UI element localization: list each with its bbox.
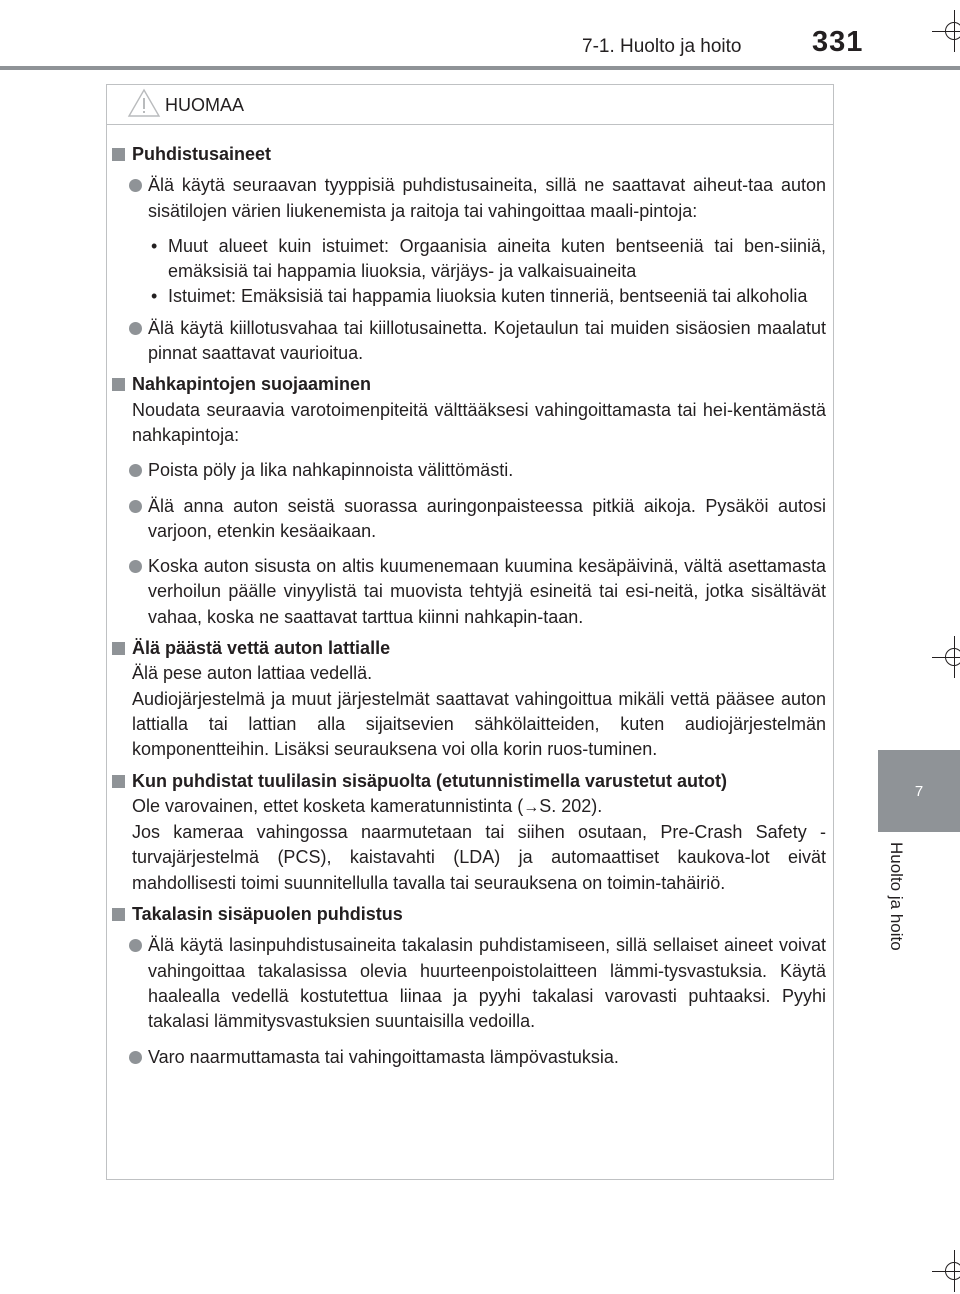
chapter-side-title (878, 842, 918, 972)
dot-bullet-icon: • (151, 286, 158, 307)
square-bullet-icon (112, 642, 125, 655)
section-paragraph: Älä pese auton lattiaa vedellä. (132, 663, 373, 684)
header-rule (0, 66, 960, 70)
section-paragraph: Noudata seuraavia varotoimenpiteitä välttääksesi vahingoittamasta tai hei-kentämästä nahkapintoja: (132, 399, 826, 445)
square-bullet-icon (112, 908, 125, 921)
round-bullet-icon (129, 939, 142, 952)
round-bullet-icon (129, 179, 142, 192)
square-bullet-icon (112, 378, 125, 391)
section-paragraph: Ole varovainen, ettet kosketa kameratunnistinta (→S. 202). (132, 795, 603, 816)
crop-mark-mid-right (932, 636, 960, 678)
list-item: Varo naarmuttamasta tai vahingoittamasta lämpövastuksia. (112, 1045, 826, 1070)
section-paragraph: Jos kameraa vahingossa naarmutetaan tai siihen osutaan, Pre-Crash Safety -turvajärjestelmä (PCS), kaistavahti (LDA) ja automaattiset kaukova-lot eivät mahdollisesti toimi suunnitellulla tavalla tai seurauksena on toimin-tahäiriö. (132, 822, 826, 893)
section-heading: Takalasin sisäpuolen puhdistus (112, 902, 826, 927)
round-bullet-icon (129, 464, 142, 477)
chapter-tab (878, 750, 960, 832)
section-heading: Nahkapintojen suojaaminen (112, 372, 826, 397)
list-item: Koska auton sisusta on altis kuumenemaan kuumina kesäpäivinä, vältä asettamasta verhoilun päälle vinyylistä tai muovista tehtyjä esineitä tai esi-neitä, jotka sisältävät vahaa, koska ne saattavat tarttua kiinni nahkapin-taan. (112, 554, 826, 630)
notice-header (107, 85, 833, 125)
section-heading: Älä päästä vettä auton lattialle (112, 636, 826, 661)
square-bullet-icon (112, 775, 125, 788)
running-header-section: 7-1. Huolto ja hoito (582, 36, 742, 57)
section-heading: Kun puhdistat tuulilasin sisäpuolta (etutunnistimella varustetut autot) (112, 769, 826, 794)
section-heading: Puhdistusaineet (112, 142, 826, 167)
warning-triangle-icon (127, 88, 161, 118)
chapter-title: Huolto ja hoito (887, 842, 906, 951)
page-reference: S. 202 (539, 795, 592, 816)
round-bullet-icon (129, 500, 142, 513)
dot-bullet-icon: • (151, 235, 158, 256)
list-item: Älä anna auton seistä suorassa auringonpaisteessa pitkiä aikoja. Pysäköi autosi varjoon, etenkin kesäaikaan. (112, 494, 826, 545)
round-bullet-icon (129, 322, 142, 335)
round-bullet-icon (129, 560, 142, 573)
chapter-number: 7 (914, 782, 924, 800)
list-item: Älä käytä seuraavan tyyppisiä puhdistusaineita, sillä ne saattavat aiheut-taa auton sisätilojen värien liukenemista ja raitoja tai vahingoittaa maali-pintoja: (112, 173, 826, 224)
list-item: Älä käytä lasinpuhdistusaineita takalasin puhdistamiseen, sillä sellaiset aineet voivat vahingoittaa takalasissa olevia huurteenpoistolaitteen lämmi-tysvastuksia. Käytä haalealla vedellä kostutettua liinaa ja pyyhi takalasi varovasti puhtaaksi. Pyyhi takalasi lämmitysvastuksien suuntaisilla vedoilla. (112, 933, 826, 1034)
section-paragraph: Audiojärjestelmä ja muut järjestelmät saattavat vahingoittua mikäli vettä pääsee auton lattialla tai lattian alla sijaitsevien sähkölaitteiden, kuten audiojärjestelmän komponentteihin. Lisäksi seurauksena voi olla korin ruos-tuminen. (132, 688, 826, 760)
crop-mark-top-right (932, 10, 960, 52)
sub-list-item: • Muut alueet kuin istuimet: Orgaanisia aineita kuten bentseeniä tai ben-siiniä, emäksisiä tai happamia liuoksia, värjäys- ja valkaisuaineita (151, 235, 826, 282)
round-bullet-icon (129, 1051, 142, 1064)
page-ref-arrow-icon: → (523, 798, 540, 816)
list-item: Poista pöly ja lika nahkapinnoista välittömästi. (112, 458, 826, 483)
page-number: 331 (812, 26, 864, 58)
notice-title: HUOMAA (165, 95, 245, 115)
list-item: Älä käytä kiillotusvahaa tai kiillotusainetta. Kojetaulun tai muiden sisäosien maalatut pinnat saattavat vaurioitua. (112, 316, 826, 367)
sub-list-item: • Istuimet: Emäksisiä tai happamia liuoksia kuten tinneriä, bentseeniä tai alkoholia (112, 284, 826, 309)
square-bullet-icon (112, 148, 125, 161)
crop-mark-bottom-right (932, 1250, 960, 1292)
notice-content (112, 142, 826, 1070)
